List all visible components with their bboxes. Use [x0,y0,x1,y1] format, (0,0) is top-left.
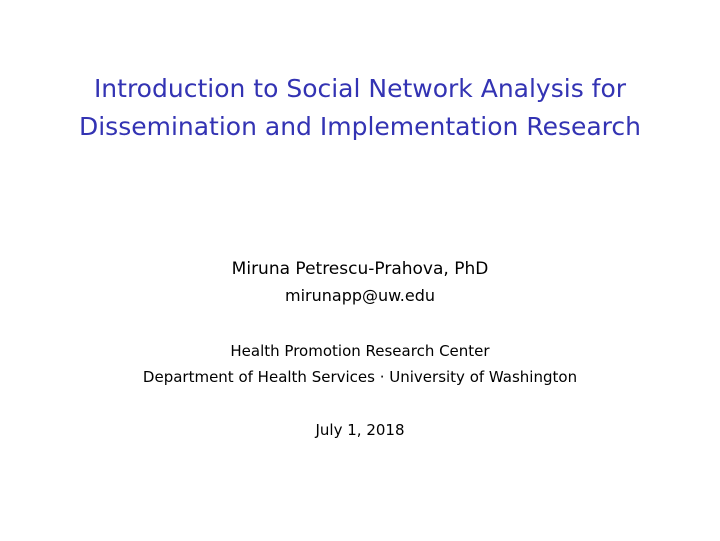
institute-line-1: Health Promotion Research Center [230,342,490,360]
institute [0,338,720,390]
author-name: Miruna Petrescu-Prahova, PhD [231,259,489,279]
title-line-1: Introduction to Social Network Analysis for [93,74,627,103]
title-line-2: Dissemination and Implementation Research [78,112,642,141]
author-email: mirunapp@uw.edu [285,286,435,305]
slide-title [0,70,720,146]
institute-line-2: Department of Health Services · University of Washington [142,368,578,386]
presentation-date: July 1, 2018 [315,421,405,439]
